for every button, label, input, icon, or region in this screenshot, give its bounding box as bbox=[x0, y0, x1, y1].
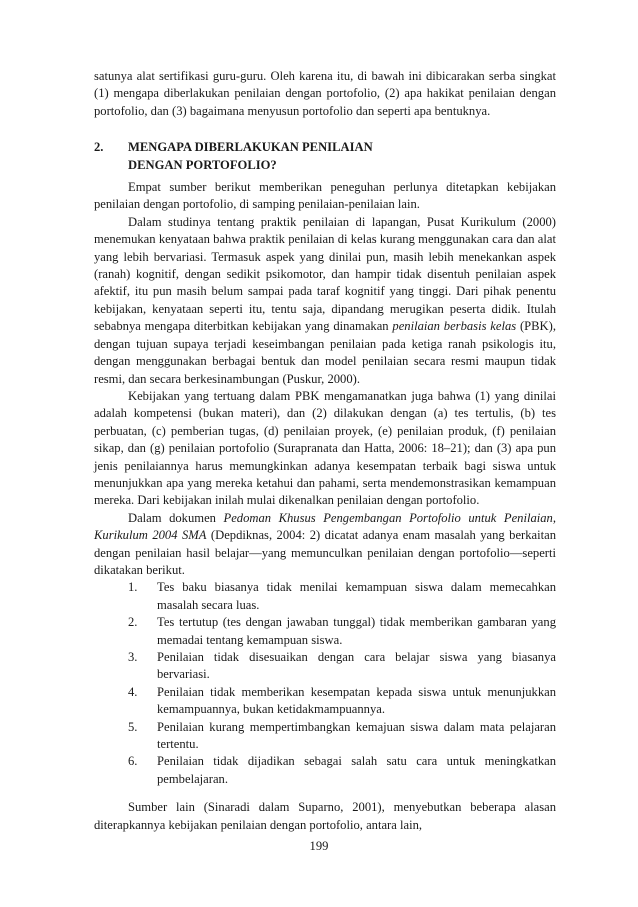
paragraph-1: Empat sumber berikut memberikan peneguhan perlunya ditetapkan kebijakan penilaian dengan portofolio, di samping penilaian-penilaian lain. bbox=[94, 180, 556, 212]
list-item bbox=[128, 649, 556, 684]
list-item bbox=[128, 719, 556, 754]
list-item-text: Penilaian tidak dijadikan sebagai salah satu cara untuk meningkatkan pembelajaran. bbox=[157, 754, 556, 786]
section-title bbox=[128, 139, 556, 174]
page-number: 199 bbox=[309, 839, 329, 853]
list-item-number: 4. bbox=[128, 684, 138, 699]
list-item bbox=[128, 684, 556, 719]
paragraph-4 bbox=[94, 510, 556, 580]
list-item bbox=[128, 579, 556, 614]
section-heading bbox=[94, 139, 556, 174]
section-title-line-1: MENGAPA DIBERLAKUKAN PENILAIAN bbox=[128, 140, 373, 155]
list-item-number: 6. bbox=[128, 754, 138, 769]
list-item-number: 2. bbox=[128, 615, 138, 630]
section-number: 2. bbox=[94, 140, 104, 155]
list-item-text: Tes tertutup (tes dengan jawaban tunggal) tidak memberikan gambaran yang memadai tentang kemampuan siswa. bbox=[157, 615, 556, 647]
list-item-number: 3. bbox=[128, 650, 138, 664]
list-item-text: Penilaian tidak disesuaikan dengan cara belajar siswa yang biasanya bervariasi. bbox=[157, 650, 556, 682]
paragraph-5: Sumber lain (Sinaradi dalam Suparno, 2001), menyebutkan beberapa alasan diterapkannya kebijakan penilaian dengan portofolio, antara lain, bbox=[94, 800, 556, 832]
list-item-text: Tes baku biasanya tidak menilai kemampuan siswa dalam memecahkan masalah secara luas. bbox=[157, 580, 556, 612]
paragraph-2-italic-term: penilaian berbasis kelas bbox=[392, 319, 517, 334]
paragraph-4-text-a: Dalam dokumen bbox=[128, 510, 224, 525]
paragraph-4-document-title: Pedoman Khusus Pengembangan Portofolio untuk Penilaian, Kurikulum 2004 SMA bbox=[94, 510, 556, 543]
problem-list bbox=[94, 579, 556, 788]
list-item-text: Penilaian tidak memberikan kesempatan kepada siswa untuk menunjukkan kemampuannya, bukan ketidakmampuannya. bbox=[157, 684, 556, 717]
list-item-number: 5. bbox=[128, 719, 138, 734]
paragraph-3: Kebijakan yang tertuang dalam PBK mengamanatkan juga bahwa (1) yang dinilai adalah kompetensi (bukan materi), dan (2) dilakukan dengan (a) tes tertulis, (b) tes perbuatan, (c) pemberian tugas, (d) penilaian proyek, (e) penilaian produk, (f) penilaian sikap, dan (g) penilaian portofolio (Surapranata dan Hatta, 2006: 18–21); dan (3) apa pun jenis penilaiannya harus memungkinkan adanya kesempatan terbaik bagi siswa untuk menunjukkan apa yang mereka ketahui dan pahami, serta mendemonstrasikan kemampuan mereka. Dari kebijakan inilah mulai dikenalkan penilaian dengan portofolio. bbox=[94, 388, 556, 508]
paragraph-2-text-b: (PBK), dengan tujuan supaya terjadi keseimbangan penilaian pada ketiga ranah psikologis itu, dengan menggunakan berbagai bentuk dan model penilaian secara resmi maupun tidak resmi, dan secara berkesinambungan (Puskur, 2000). bbox=[94, 319, 556, 386]
list-item-number: 1. bbox=[128, 580, 138, 595]
opening-paragraph: satunya alat sertifikasi guru-guru. Oleh karena itu, di bawah ini dibicarakan serba singkat (1) mengapa diberlakukan penilaian dengan portofolio, (2) apa hakikat penilaian dengan portofolio, dan (3) bagaimana menyusun portofolio dan seperti apa bentuknya. bbox=[94, 69, 556, 118]
page-body bbox=[94, 68, 556, 834]
paragraph-2-text-a: Dalam studinya tentang praktik penilaian di lapangan, Pusat Kurikulum (2000) menemukan kenyataan bahwa praktik penilaian di kelas kurang menggunakan cara dan alat yang lebih bervariasi. Termasuk aspek yang dinilai pun, masih lebih menekankan aspek (ranah) kognitif, dengan sedikit psikomotor, dan hampir tidak disentuh penilaian aspek afektif, itu pun masih belum sampai pada taraf kognitif yang tinggi. Dari pihak penentu kebijakan, kenyataan seperti itu, tentu saja, dipandang merugikan peserta didik. Itulah sebabnya mengapa diterbitkan kebijakan yang dinamakan bbox=[94, 214, 556, 334]
section-title-line-2: DENGAN PORTOFOLIO? bbox=[128, 157, 277, 172]
paragraph-2 bbox=[94, 214, 556, 388]
list-item-text: Penilaian kurang mempertimbangkan kemajuan siswa dalam mata pelajaran tertentu. bbox=[157, 719, 556, 752]
paragraph-4-text-b: (Depdiknas, 2004: 2) dicatat adanya enam masalah yang berkaitan dengan penilaian hasil belajar—yang memunculkan penilaian dengan portofolio—seperti dikatakan berikut. bbox=[94, 528, 556, 577]
list-item bbox=[128, 614, 556, 649]
list-item bbox=[128, 753, 556, 788]
